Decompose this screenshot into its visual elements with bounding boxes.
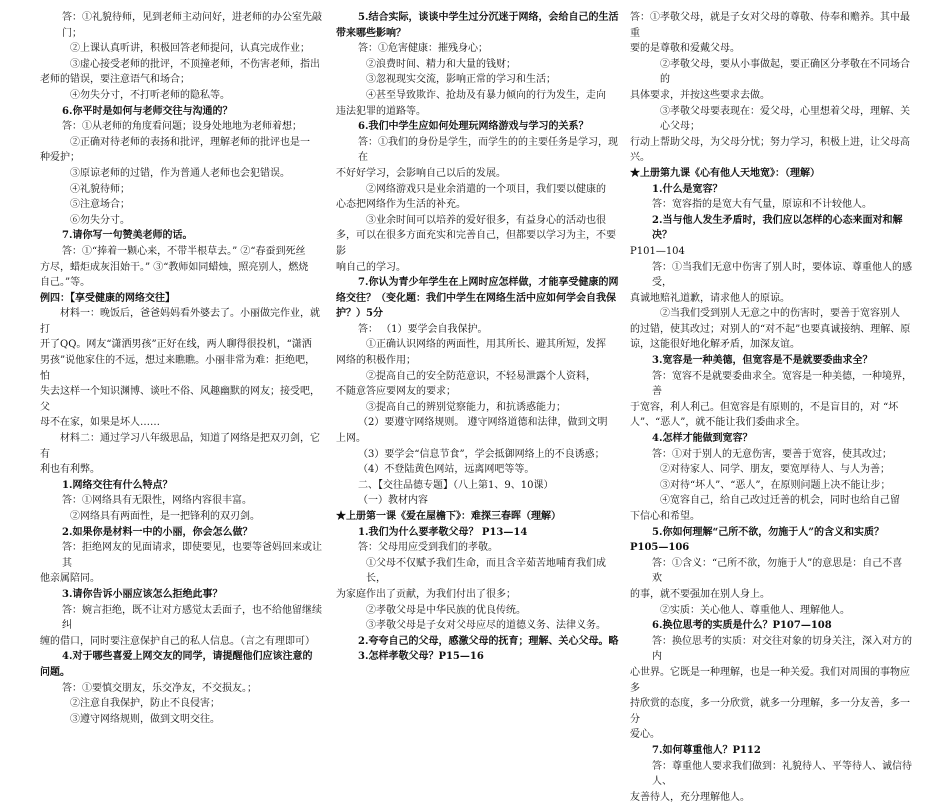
text-line: ②注意自我保护，防止不良侵害； <box>70 698 220 710</box>
text-line: 7.你认为青少年学生在上网时应怎样做，才能享受健康的网 <box>358 277 619 289</box>
text-line: 真诚地赔礼道歉，请求他人的原谅。 <box>630 292 790 304</box>
text-line: 答：宽容指的是宽大有气量，原谅和不计较他人。 <box>652 199 872 211</box>
text-line: 答：父母用应受到我们的孝敬。 <box>358 542 498 554</box>
text-line: 多，可以在很多方面充实和完善自己，但都要以学习为主，不要影 <box>336 230 616 257</box>
text-line: 6.你平时是如何与老师交往与沟通的？ <box>62 105 233 117</box>
text-line: 友善待人，充分理解他人。 <box>630 791 750 803</box>
text-line: 行动上帮助父母，为父母分忧；努力学习，积极上进，让父母高兴。 <box>630 136 910 164</box>
text-line: ②提高自己的安全防范意识，不轻易泄露个人资料， <box>366 370 596 382</box>
text-line: 的事，就不要强加在别人身上。 <box>630 588 770 600</box>
text-line: 答：①对于别人的无意伤害，要善于宽容，使其改过； <box>652 448 892 460</box>
text-line: （4）不登陆黄色网站，远离网吧等等。 <box>358 464 535 476</box>
text-line: 下信心和希望。 <box>630 511 700 522</box>
text-line: 2.如果你是材料一中的小丽，你会怎么做？ <box>62 526 253 538</box>
text-line: ④甚至导致欺诈、抢劫及有暴力倾向的行为发生，走向 <box>366 89 606 101</box>
text-line: 答：①含义：“己所不欲，勿施于人”的意思是：自己不喜欢 <box>652 557 903 585</box>
text-line: 答：拒绝网友的见面请求，即使要见，也要等爸妈回来或让其 <box>62 542 322 569</box>
text-line: ②当我们受到别人无意之中的伤害时，要善于宽容别人 <box>660 308 900 320</box>
text-line: ②孝敬父母，要从小事做起，要正确区分孝敬在不同场合的 <box>660 58 910 86</box>
text-line: 答： （1）要学会自我保护。 <box>358 323 488 335</box>
text-line: 答：①礼貌待师，见到老师主动问好，进老师的办公室先敲门； <box>62 12 322 39</box>
text-line: 于宽容，利人利己。但宽容是有原则的，不是盲目的，对 “坏 <box>630 401 899 413</box>
text-line: （2）要遵守网络规则。 遵守网络道德和法律，做到文明 <box>358 417 608 429</box>
text-line: ②上课认真听讲，积极回答老师提问，认真完成作业； <box>70 43 310 55</box>
text-line: 带来哪些影响？ <box>336 27 406 39</box>
text-line: ③原谅老师的过错，作为普通人老师也会犯错误。 <box>70 167 290 179</box>
text-line: 答：①孝敬父母，就是子女对父母的尊敬、侍奉和赡养。其中最重 <box>630 12 910 39</box>
text-line: 要的是尊敬和爱戴父母。 <box>630 43 740 55</box>
text-line: 材料二：通过学习八年级思品，知道了网络是把双刃剑，它有 <box>40 433 320 460</box>
text-line: ②对待家人、同学、朋友，要宽厚待人、与人为善； <box>660 464 890 476</box>
text-line: 谅，这能很好地化解矛盾，加深友谊。 <box>630 339 800 351</box>
text-line: ③忽视现实交流，影响正常的学习和生活； <box>366 74 556 86</box>
text-line: 具体要求，并按这些要求去做。 <box>630 89 770 101</box>
text-line: ②孝敬父母是中华民族的优良传统。 <box>366 604 526 616</box>
text-line: 3.怎样孝敬父母？P15—16 <box>358 651 484 663</box>
text-line: P105—106 <box>630 542 690 554</box>
text-line: 二、【交往品德专题】（八上第1、9、10课） <box>358 479 554 491</box>
text-line: 6.换位思考的实质是什么？P107—108 <box>652 620 832 632</box>
text-line: 老师的错误，要注意语气和场合； <box>40 74 190 86</box>
text-line: ★上册第一课《爱在屋檐下》：难探三春晖（理解） <box>336 511 561 522</box>
text-line: 母不在家，如果是坏人…… <box>40 417 160 429</box>
text-line: ④勿失分寸，不打听老师的隐私等。 <box>70 89 230 101</box>
text-line: 响自己的学习。 <box>336 261 406 273</box>
text-line: 缠的借口，同时要注意保护自己的私人信息。（言之有理即可） <box>40 635 315 647</box>
text-line: ②网络具有两面性，是一把锋利的双刃剑。 <box>70 511 260 522</box>
text-line: 5.结合实际，谈谈中学生过分沉迷于网络，会给自己的生活 <box>358 12 619 23</box>
text-line: ②浪费时间、精力和大量的钱财； <box>366 58 516 70</box>
text-line: ③孝敬父母要表现在：爱父母，心里想着父母，理解、关心父母； <box>660 105 910 133</box>
text-line: ③孝敬父母是子女对父母应尽的道德义务、法律义务。 <box>366 620 606 632</box>
text-line: 方尽，蜡炬成灰泪始干。” ③“教师如同蜡烛，照亮别人，燃烧 <box>40 261 309 273</box>
text-line: ②实质：关心他人、尊重他人、理解他人。 <box>660 604 850 616</box>
text-line: 答：尊重他人要求我们做到：礼貌待人、平等待人、诚信待人、 <box>652 760 912 788</box>
text-line: 人”、“恶人”，就不能让我们委曲求全。 <box>630 417 806 429</box>
text-line: 答：婉言拒绝，既不让对方感觉太丢面子，也不给他留继续纠 <box>62 604 322 632</box>
text-line: 上网。 <box>336 433 366 445</box>
text-line: ②正确对待老师的表扬和批评，理解老师的批评也是一 <box>70 136 310 148</box>
column-left <box>40 10 324 725</box>
text-line: ①父母不仅赋予我们生命，而且含辛茹苦地哺育我们成长， <box>366 557 606 585</box>
text-line: 爱心。 <box>630 729 660 741</box>
text-line: 自己。”等。 <box>40 277 91 289</box>
text-line: ⑥勿失分寸。 <box>70 214 130 226</box>
text-line: 1.网络交往有什么特点？ <box>62 479 173 491</box>
text-line: 3.请你告诉小丽应该怎么拒绝此事？ <box>62 588 223 600</box>
text-line: 持欣赏的态度，多一分欣赏，就多一分理解，多一分友善，多一分 <box>630 698 910 725</box>
text-line: （一）教材内容 <box>358 495 428 507</box>
text-line: （3）要学会“信息节食”，学会抵御网络上的不良诱惑； <box>358 448 605 460</box>
text-line: 2.夸夸自己的父母，感激父母的抚育；理解、关心父母。略 <box>358 635 619 647</box>
text-line: 护？）5分 <box>336 308 383 320</box>
text-line: 5.你如何理解“己所不欲，勿施于人”的含义和实质？ <box>652 526 884 538</box>
text-line: 例四：【享受健康的网络交往】 <box>40 292 175 304</box>
text-line: 答：①要慎交朋友，乐交净友，不交损友。； <box>62 682 257 694</box>
text-line: 1.我们为什么要孝敬父母？ P13—14 <box>358 526 528 538</box>
text-line: 违法犯罪的道路等。 <box>336 105 426 117</box>
text-line: 2.当与他人发生矛盾时，我们应以怎样的心态来面对和解决？ <box>652 214 903 242</box>
text-line: 心态把网络作为生活的补充。 <box>336 199 466 211</box>
text-line: ②网络游戏只是业余消遣的一个项目，我们要以健康的 <box>366 183 606 195</box>
text-line: 不好好学习，会影响自己以后的发展。 <box>336 167 506 179</box>
text-line: 答：①从老师的角度看问题；设身处地地为老师着想； <box>62 121 302 133</box>
text-line: 答：宽容不是就要委曲求全。宽容是一种美德，一种境界，善 <box>652 370 912 398</box>
text-line: 6.我们中学生应如何处理玩网络游戏与学习的关系？ <box>358 121 589 133</box>
text-line: ③提高自己的辨别觉察能力，和抗诱惑能力； <box>366 401 566 413</box>
text-line: 1.什么是宽容？ <box>652 183 723 195</box>
text-line: 答：①危害健康：摧残身心； <box>358 43 488 55</box>
text-line: 男孩”说他家住的不远，想过来瞧瞧。小丽非常为难：拒绝吧，怕 <box>40 355 316 382</box>
text-line: ③遵守网络规则，做到文明交往。 <box>70 713 220 725</box>
text-line: 4.对于哪些喜爱上网交友的同学，请提醒他们应该注意的 <box>62 651 313 663</box>
text-line: ③业余时间可以培养的爱好很多，有益身心的活动也很 <box>366 214 606 226</box>
text-line: 7.请你写一句赞美老师的话。 <box>62 230 193 242</box>
text-line: 不随意答应要网友的要求； <box>336 386 456 398</box>
column-right <box>630 10 912 803</box>
text-line: 答：①“捧着一颗心来，不带半根草去。” ②“春蚕到死丝 <box>62 245 306 257</box>
text-line: 开了QQ。网友“潇洒男孩”正好在线，两人聊得很投机，“潇洒 <box>40 339 312 351</box>
text-line: 失去这样一个知识渊博、谈吐不俗、风趣幽默的网友；接受吧，父 <box>40 386 320 413</box>
text-line: 答：①当我们无意中伤害了别人时，要体谅、尊重他人的感受， <box>652 261 912 289</box>
text-line: 材料一：晚饭后，爸爸妈妈看外婆去了。小丽做完作业，就打 <box>40 308 320 335</box>
text-line: ④宽容自己，给自己改过迁善的机会，同时也给自己留 <box>660 495 900 507</box>
text-line: 答：①网络具有无限性，网络内容很丰富。 <box>62 495 252 507</box>
text-line: 为家庭作出了贡献，为我们付出了很多； <box>336 588 516 600</box>
text-line: 他亲属陪同。 <box>40 573 100 585</box>
text-line: ④礼貌待师； <box>70 183 130 195</box>
text-line: 网络的积极作用； <box>336 355 416 367</box>
text-line: 答：①我们的身份是学生，而学生的的主要任务是学习，现在 <box>358 136 618 164</box>
text-line: 种爱护； <box>40 152 80 164</box>
column-middle <box>336 10 619 665</box>
text-line: ③对待“坏人”、“恶人”，在原则问题上决不能让步； <box>660 479 891 491</box>
text-line: ⑤注意场合； <box>70 199 130 211</box>
text-line: ③虚心接受老师的批评，不顶撞老师，不伤害老师，指出 <box>70 58 320 70</box>
text-line: P101—104 <box>630 245 685 257</box>
text-line: 7.如何尊重他人？P112 <box>652 744 761 756</box>
text-line: 络交往？（变化题：我们中学生在网络生活中应如何学会自我保 <box>336 292 616 304</box>
text-line: 4.怎样才能做到宽容？ <box>652 433 753 445</box>
text-line: 答：换位思考的实质：对交往对象的切身关注，深入对方的内 <box>652 635 912 663</box>
text-line: 利也有利弊。 <box>40 464 100 476</box>
text-line: 的过错，使其改过；对别人的“对不起”也要真诚接纳、理解、原 <box>630 323 911 335</box>
text-line: ★上册第九课《心有他人天地宽》：（理解） <box>630 167 820 179</box>
text-line: 3.宽容是一种美德，但宽容是不是就要委曲求全？ <box>652 355 873 367</box>
text-line: 心世界。它既是一种理解，也是一种关爱。我们对周围的事物应多 <box>630 666 910 694</box>
text-line: 问题。 <box>40 666 70 678</box>
text-line: ①正确认识网络的两面性，用其所长、避其所短，发挥 <box>366 339 606 351</box>
